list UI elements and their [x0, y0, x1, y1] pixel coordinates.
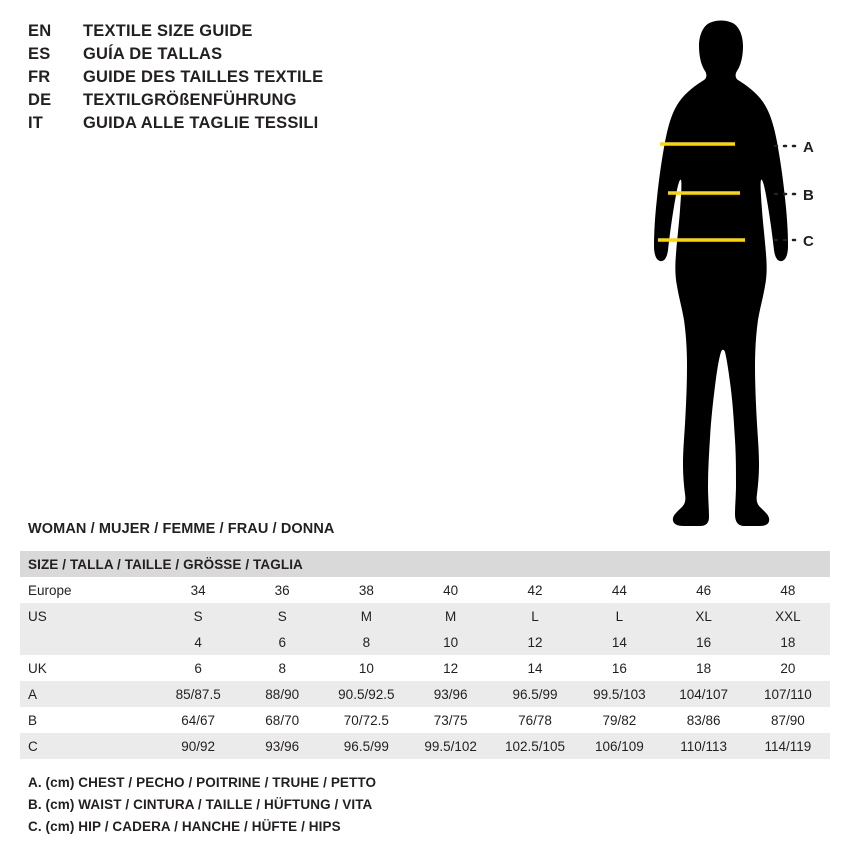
cell: L: [577, 603, 661, 629]
cell: 4: [156, 629, 240, 655]
cell: 14: [527, 660, 543, 676]
cell: 106/109: [577, 733, 661, 759]
footnote-b: B. (cm) WAIST / CINTURA / TAILLE / HÜFTUNG / VITA: [28, 797, 373, 812]
cell: 90.5/92.5: [324, 681, 408, 707]
female-silhouette-icon: [600, 8, 850, 538]
cell: 8: [324, 629, 408, 655]
cell: 96.5/99: [324, 733, 408, 759]
cell: 10: [409, 629, 493, 655]
cell: 18: [696, 660, 712, 676]
cell: 14: [577, 629, 661, 655]
title-lang-en: EN: [28, 22, 52, 40]
cell: 114/119: [746, 733, 830, 759]
row-label-uk: UK: [28, 660, 47, 676]
cell: 10: [358, 660, 374, 676]
cell: 12: [443, 660, 459, 676]
cell: 64/67: [181, 712, 216, 728]
table-header-label: SIZE / TALLA / TAILLE / GRÖSSE / TAGLIA: [20, 551, 830, 577]
table-row: [20, 629, 830, 655]
title-text-it: GUIDA ALLE TAGLIE TESSILI: [83, 114, 319, 132]
cell: 102.5/105: [493, 733, 577, 759]
cell: 38: [358, 582, 374, 598]
cell: 44: [611, 582, 627, 598]
title-row: [28, 45, 448, 64]
cell: 6: [240, 629, 324, 655]
cell: 99.5/102: [409, 733, 493, 759]
title-row: [28, 91, 448, 110]
title-text-de: TEXTILGRÖßENFÜHRUNG: [83, 91, 297, 109]
cell: 85/87.5: [156, 681, 240, 707]
section-heading-woman: WOMAN / MUJER / FEMME / FRAU / DONNA: [28, 521, 335, 537]
measure-label-c: C: [803, 233, 814, 250]
cell: 48: [780, 582, 796, 598]
footnotes: [28, 775, 376, 841]
title-lang-fr: FR: [28, 68, 51, 86]
row-label-a: A: [20, 681, 156, 707]
cell: 73/75: [433, 712, 468, 728]
row-label-c: C: [20, 733, 156, 759]
table-row: [20, 733, 830, 759]
measure-label-b: B: [803, 187, 814, 204]
footnote-a: A. (cm) CHEST / PECHO / POITRINE / TRUHE / PETTO: [28, 775, 377, 790]
cell: 110/113: [662, 733, 746, 759]
cell: M: [324, 603, 408, 629]
cell: 6: [194, 660, 202, 676]
cell: 18: [746, 629, 830, 655]
cell: 16: [611, 660, 627, 676]
figure-block: [600, 8, 850, 538]
cell: 36: [274, 582, 290, 598]
cell: 90/92: [156, 733, 240, 759]
title-text-en: TEXTILE SIZE GUIDE: [83, 22, 253, 40]
row-label-b: B: [28, 712, 38, 728]
cell: XXL: [746, 603, 830, 629]
cell: 87/90: [770, 712, 805, 728]
size-table: [20, 551, 830, 759]
cell: 40: [443, 582, 459, 598]
cell: 76/78: [518, 712, 552, 728]
cell: XL: [662, 603, 746, 629]
cell: 79/82: [602, 712, 637, 728]
cell: S: [240, 603, 324, 629]
cell: 70/72.5: [343, 712, 389, 728]
cell: 88/90: [240, 681, 324, 707]
cell: 93/96: [240, 733, 324, 759]
table-row: [20, 577, 830, 603]
title-lang-de: DE: [28, 91, 52, 109]
title-row: [28, 22, 448, 41]
cell: 107/110: [746, 681, 830, 707]
cell: 16: [662, 629, 746, 655]
cell: S: [156, 603, 240, 629]
row-label-us-numeric: [20, 629, 156, 655]
title-text-es: GUÍA DE TALLAS: [83, 45, 223, 63]
cell: 12: [493, 629, 577, 655]
table-header-row: [20, 551, 830, 577]
cell: 93/96: [409, 681, 493, 707]
title-lang-it: IT: [28, 114, 44, 132]
footnote-c: C. (cm) HIP / CADERA / HANCHE / HÜFTE / HIPS: [28, 819, 341, 834]
cell: 34: [190, 582, 206, 598]
measure-label-a: A: [803, 139, 814, 156]
table-row: [20, 707, 830, 733]
table-row: [20, 603, 830, 629]
title-row: [28, 68, 448, 87]
cell: 99.5/103: [577, 681, 661, 707]
row-label-europe: Europe: [28, 582, 72, 598]
cell: 68/70: [265, 712, 300, 728]
cell: 8: [278, 660, 286, 676]
row-label-us: US: [20, 603, 156, 629]
cell: 46: [696, 582, 712, 598]
cell: 104/107: [662, 681, 746, 707]
cell: 96.5/99: [493, 681, 577, 707]
title-text-fr: GUIDE DES TAILLES TEXTILE: [83, 68, 324, 86]
cell: L: [493, 603, 577, 629]
title-row: [28, 114, 448, 133]
table-row: [20, 655, 830, 681]
cell: 20: [780, 660, 796, 676]
cell: 83/86: [686, 712, 721, 728]
cell: M: [409, 603, 493, 629]
title-lang-es: ES: [28, 45, 51, 63]
cell: 42: [527, 582, 543, 598]
title-block: [28, 22, 448, 137]
table-row: [20, 681, 830, 707]
